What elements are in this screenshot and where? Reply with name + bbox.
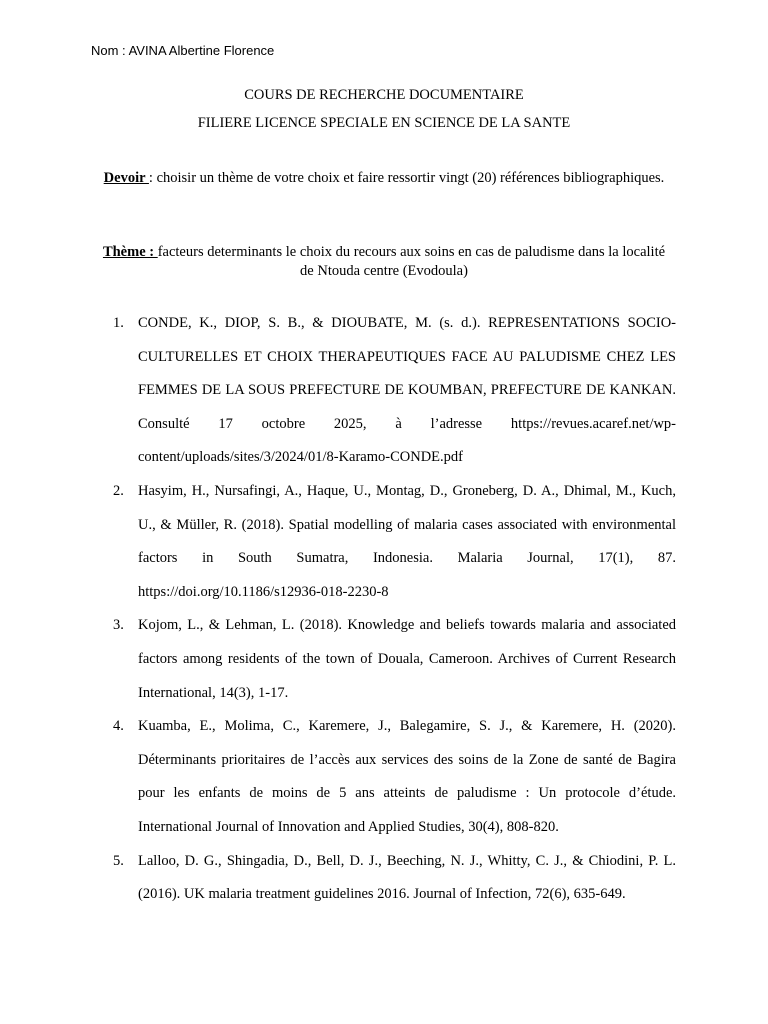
reference-list xyxy=(110,307,676,912)
reference-text: Lalloo, D. G., Shingadia, D., Bell, D. J., Beeching, N. J., Whitty, C. J., & Chiodini, P. L. (2016). UK malaria treatment guidelines 2016. Journal of Infection, 72(6), 635-649. xyxy=(138,852,676,903)
author-name: Nom : AVINA Albertine Florence xyxy=(91,43,275,58)
reference-text: CONDE, K., DIOP, S. B., & DIOUBATE, M. (s. d.). REPRESENTATIONS SOCIO-CULTURELLES ET CHOIX THERAPEUTIQUES FACE AU PALUDISME CHEZ LES FEMMES DE LA SOUS PREFECTURE DE KOUMBAN, PREFECTURE DE KANKAN. Consulté 17 octobre 2025, à l’adresse https://revues.acaref.net/wp-content/uploads/sites/3/2024/01/8-Karamo-CONDE.pdf xyxy=(138,315,676,466)
assignment-paragraph xyxy=(100,169,668,188)
reference-number: 3. xyxy=(113,617,124,634)
theme-paragraph xyxy=(100,243,668,281)
reference-number: 4. xyxy=(113,718,124,735)
course-title: COURS DE RECHERCHE DOCUMENTAIRE xyxy=(244,87,524,103)
program-title: FILIERE LICENCE SPECIALE EN SCIENCE DE LA SANTE xyxy=(197,115,571,131)
assignment-text: : choisir un thème de votre choix et faire ressortir vingt (20) références bibliographiques. xyxy=(148,170,665,186)
reference-item-4 xyxy=(110,710,676,844)
reference-item-2 xyxy=(110,475,676,609)
reference-number: 1. xyxy=(113,315,124,331)
reference-text: Kuamba, E., Molima, C., Karemere, J., Balegamire, S. J., & Karemere, H. (2020). Déterminants prioritaires de l’accès aux services des soins de la Zone de santé de Bagira pour les enfants de moins de 5 ans atteints de paludisme : Un protocole d’étude. International Journal of Innovation and Applied Studies, 30(4), 808-820. xyxy=(138,718,676,835)
theme-label: Thème : xyxy=(102,244,158,260)
reference-item-1 xyxy=(110,307,676,475)
reference-number: 2. xyxy=(113,482,124,499)
theme-text: facteurs determinants le choix du recours aux soins en cas de paludisme dans la localité de Ntouda centre (Evodoula) xyxy=(157,244,666,279)
reference-number: 5. xyxy=(113,852,124,869)
reference-item-3 xyxy=(110,609,676,710)
reference-text: Hasyim, H., Nursafingi, A., Haque, U., Montag, D., Groneberg, D. A., Dhimal, M., Kuch, U., & Müller, R. (2018). Spatial modelling of malaria cases associated with environmental factors in South Sumatra, Indonesia. Malaria Journal, 17(1), 87. https://doi.org/10.1186/s12936-018-2230-8 xyxy=(138,482,676,600)
reference-item-5 xyxy=(110,845,676,912)
reference-text: Kojom, L., & Lehman, L. (2018). Knowledge and beliefs towards malaria and associated factors among residents of the town of Douala, Cameroon. Archives of Current Research International, 14(3), 1-17. xyxy=(138,617,676,701)
assignment-label: Devoir xyxy=(103,170,149,186)
